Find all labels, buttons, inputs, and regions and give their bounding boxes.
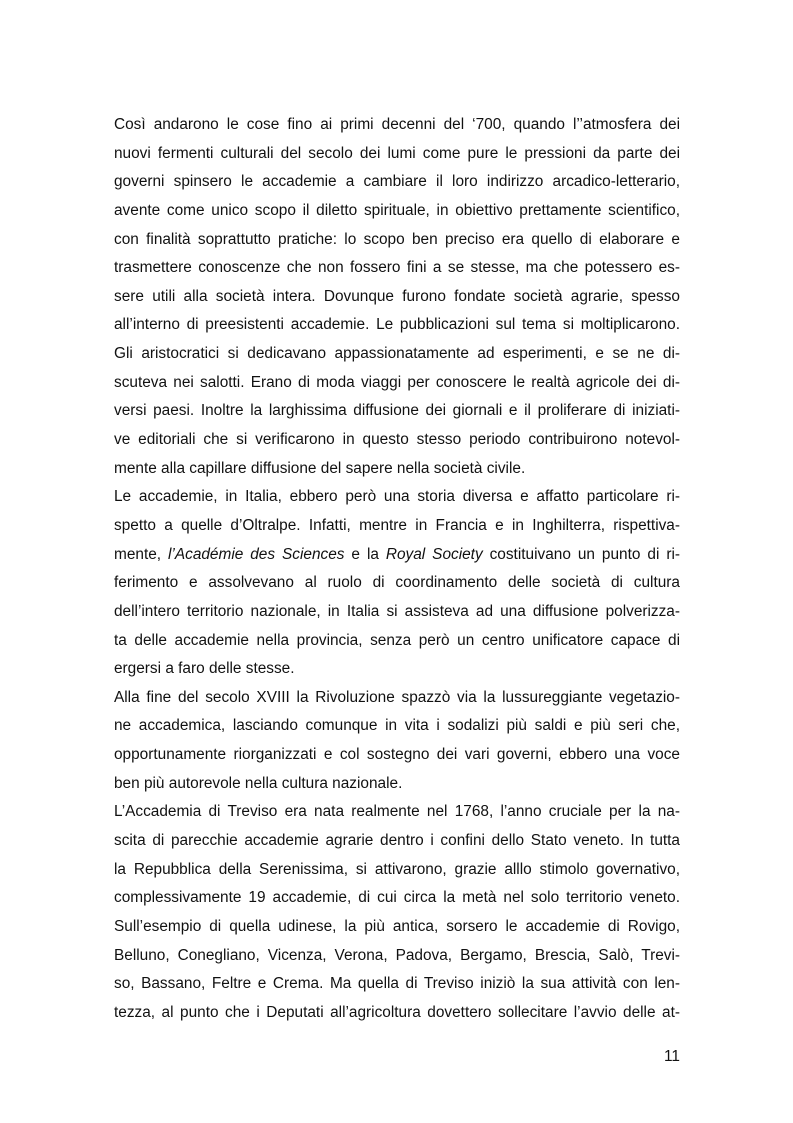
- text-line: scuteva nei salotti. Erano di moda viaggi per conoscere le realtà agricole dei di-: [114, 373, 680, 391]
- text-line: ve editoriali che si verificarono in questo stesso periodo contribuirono notevol-: [114, 431, 680, 449]
- text-line-with-italics: [114, 541, 680, 570]
- body-text: [114, 111, 680, 1028]
- text-line: Sull’esempio di quella udinese, la più antica, sorsero le accademie di Rovigo,: [114, 917, 680, 935]
- text-line: all’interno di preesistenti accademie. Le pubblicazioni sul tema si moltiplicarono.: [114, 316, 680, 334]
- text-line: la Repubblica della Serenissima, si attivarono, grazie alllo stimolo governativo,: [114, 860, 680, 878]
- text-line: ta delle accademie nella provincia, senza però un centro unificatore capace di: [114, 631, 680, 649]
- text-line: ne accademica, lasciando comunque in vita i sodalizi più saldi e più seri che,: [114, 717, 680, 735]
- paragraph-1: [114, 111, 680, 483]
- text-line: versi paesi. Inoltre la larghissima diffusione dei giornali e il proliferare di iniziati-: [114, 402, 680, 420]
- text-line: Gli aristocratici si dedicavano appassionatamente ad esperimenti, e se ne di-: [114, 345, 680, 363]
- text-line: ergersi a faro delle stesse.: [114, 660, 295, 678]
- text-line: con finalità soprattutto pratiche: lo scopo ben preciso era quello di elaborare e: [114, 230, 680, 248]
- text-line: sere utili alla società intera. Dovunque furono fondate società agrarie, spesso: [114, 287, 680, 305]
- text-line: scita di parecchie accademie agrarie dentro i confini dello Stato veneto. In tutta: [114, 832, 680, 850]
- text-line: Le accademie, in Italia, ebbero però una storia diversa e affatto particolare ri-: [114, 488, 680, 506]
- text-line: trasmettere conoscenze che non fossero fini a se stesse, ma che potessero es-: [114, 259, 680, 277]
- text-run: e la: [344, 545, 386, 563]
- text-line: opportunamente riorganizzati e col sostegno dei vari governi, ebbero una voce: [114, 746, 680, 764]
- paragraph-2: [114, 483, 680, 683]
- text-line: spetto a quelle d’Oltralpe. Infatti, mentre in Francia e in Inghilterra, rispettiva-: [114, 516, 680, 534]
- text-line: L’Accademia di Treviso era nata realmente nel 1768, l’anno cruciale per la na-: [114, 803, 680, 821]
- page-number: 11: [664, 1048, 680, 1065]
- italic-title-academie: l’Académie des Sciences: [168, 545, 345, 563]
- paragraph-3: [114, 684, 680, 799]
- paragraph-4: [114, 798, 680, 1027]
- text-line: dell’intero territorio nazionale, in Italia si assisteva ad una diffusione polverizza-: [114, 602, 680, 620]
- text-line: nuovi fermenti culturali del secolo dei lumi come pure le pressioni da parte dei: [114, 144, 680, 162]
- text-run: mente,: [114, 545, 169, 563]
- text-line: ferimento e assolvevano al ruolo di coordinamento delle società di cultura: [114, 574, 680, 592]
- text-line: complessivamente 19 accademie, di cui circa la metà nel solo territorio veneto.: [114, 889, 680, 907]
- text-line: Belluno, Conegliano, Vicenza, Verona, Padova, Bergamo, Brescia, Salò, Trevi-: [114, 946, 680, 964]
- text-run: costituivano un punto di ri-: [482, 545, 680, 563]
- text-line: Così andarono le cose fino ai primi decenni del ‘700, quando l’’atmosfera dei: [114, 116, 680, 133]
- text-line: so, Bassano, Feltre e Crema. Ma quella di Treviso iniziò la sua attività con len-: [114, 975, 680, 993]
- italic-title-royal-society: Royal Society: [385, 545, 483, 563]
- text-line: avente come unico scopo il diletto spirituale, in obiettivo prettamente scientifico,: [114, 201, 680, 219]
- text-line: governi spinsero le accademie a cambiare il loro indirizzo arcadico-letterario,: [114, 173, 680, 191]
- text-line: tezza, al punto che i Deputati all’agricoltura dovettero sollecitare l’avvio delle at-: [114, 1003, 680, 1021]
- text-line: Alla fine del secolo XVIII la Rivoluzione spazzò via la lussureggiante vegetazio-: [114, 688, 680, 706]
- text-line: mente alla capillare diffusione del sapere nella società civile.: [114, 459, 526, 477]
- text-line: ben più autorevole nella cultura nazionale.: [114, 774, 403, 792]
